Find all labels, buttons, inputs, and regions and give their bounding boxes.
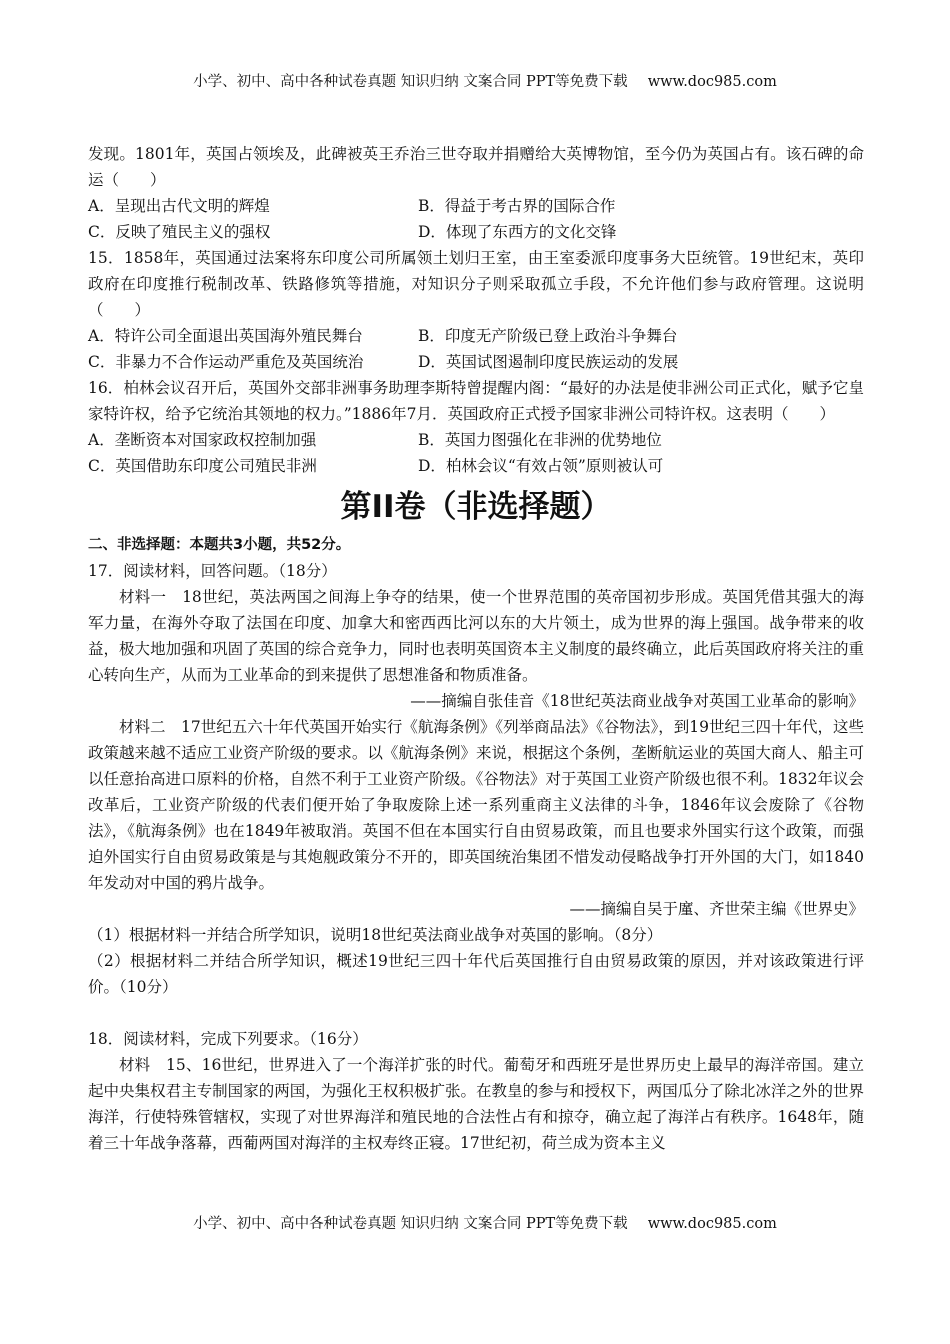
page-footer (0, 1212, 950, 1233)
q18-material: 材料 15、16世纪，世界进入了一个海洋扩张的时代。葡萄牙和西班牙是世界历史上最早的海洋帝国。建立起中央集权君主专制国家的两国，为强化王权积极扩张。在教皇的参与和授权下，两国瓜分了除北冰洋之外的世界海洋，行使特殊管辖权，实现了对世界海洋和殖民地的合法性占有和掠夺，确立起了海洋占有秩序。1648年，随着三十年战争落幕，西葡两国对海洋的主权寿终正寝。17世纪初，荷兰成为资本主义 (88, 1056, 864, 1152)
option-d: D．柏林会议“有效占领”原则被认可 (418, 457, 664, 475)
exam-content (88, 141, 864, 1156)
option-a: A．垄断资本对国家政权控制加强 (88, 431, 317, 449)
option-c: C．非暴力不合作运动严重危及英国统治 (88, 353, 364, 371)
footer-text: 小学、初中、高中各种试卷真题 知识归纳 文案合同 PPT等免费下载 (193, 1216, 628, 1232)
footer-site: www.doc985.com (647, 1216, 777, 1232)
q17-sub-question-2: （2）根据材料二并结合所学知识，概述19世纪三四十年代后英国推行自由贸易政策的原因，并对该政策进行评价。（10分） (88, 952, 864, 996)
q14-options-row1 (88, 193, 864, 219)
option-b: B．英国力图强化在非洲的优势地位 (418, 431, 662, 449)
q17-material-2: 材料二 17世纪五六十年代英国开始实行《航海条例》《列举商品法》《谷物法》，到19世纪三四十年代，这些政策越来越不适应工业资产阶级的要求。以《航海条例》来说，根据这个条例，垄断航运业的英国大商人、船主可以任意抬高进口原料的价格，自然不利于工业资产阶级。《谷物法》对于英国工业资产阶级也很不利。1832年议会改革后，工业资产阶级的代表们便开始了争取废除上述一系列重商主义法律的斗争，1846年议会废除了《谷物法》，《航海条例》也在1849年被取消。英国不但在本国实行自由贸易政策，而且也要求外国实行这个政策，而强迫外国实行自由贸易政策是与其炮舰政策分不开的，即英国统治集团不惜发动侵略战争打开外国的大门，如1840年发动对中国的鸦片战争。 (88, 718, 864, 892)
q15-options-row1 (88, 323, 864, 349)
q17-stem: 17．阅读材料，回答问题。（18分） (88, 562, 337, 580)
option-b: B．印度无产阶级已登上政治斗争舞台 (418, 327, 678, 345)
header-text: 小学、初中、高中各种试卷真题 知识归纳 文案合同 PPT等免费下载 (193, 74, 628, 90)
q18-stem: 18．阅读材料，完成下列要求。（16分） (88, 1030, 368, 1048)
section-description: 二、非选择题：本题共3小题，共52分。 (88, 537, 351, 553)
option-a: A．特许公司全面退出英国海外殖民舞台 (88, 327, 363, 345)
option-b: B．得益于考古界的国际合作 (418, 197, 616, 215)
q16-options-row2 (88, 453, 864, 479)
section-title: 第II卷（非选择题） (340, 489, 612, 525)
q14-stem: 发现。1801年，英国占领埃及，此碑被英王乔治三世夺取并捐赠给大英博物馆，至今仍为英国占有。该石碑的命运（ ） (88, 145, 864, 189)
q17-source-2: ——摘编自吴于廑、齐世荣主编《世界史》 (569, 900, 864, 918)
option-c: C．英国借助东印度公司殖民非洲 (88, 457, 317, 475)
header-site: www.doc985.com (647, 74, 777, 90)
q14-options-row2 (88, 219, 864, 245)
option-a: A．呈现出古代文明的辉煌 (88, 197, 270, 215)
q17-sub-question-1: （1）根据材料一并结合所学知识，说明18世纪英法商业战争对英国的影响。（8分） (88, 926, 663, 944)
q15-stem: 15．1858年，英国通过法案将东印度公司所属领土划归王室，由王室委派印度事务大臣统管。19世纪末，英印政府在印度推行税制改革、铁路修筑等措施，对知识分子则采取孤立手段，不允许他们参与政府管理。这说明（ ） (88, 249, 864, 319)
q16-stem: 16．柏林会议召开后，英国外交部非洲事务助理李斯特曾提醒内阁：“最好的办法是使非洲公司正式化，赋予它皇家特许权，给予它统治其领地的权力。”1886年7月．英国政府正式授予国家非洲公司特许权。这表明（ ） (88, 379, 864, 423)
q16-options-row1 (88, 427, 864, 453)
q17-source-1: ——摘编自张佳音《18世纪英法商业战争对英国工业革命的影响》 (410, 692, 864, 710)
page-header (0, 70, 950, 91)
q17-material-1: 材料一 18世纪，英法两国之间海上争夺的结果，使一个世界范围的英帝国初步形成。英国凭借其强大的海军力量，在海外夺取了法国在印度、加拿大和密西西比河以东的大片领土，成为世界的海上强国。战争带来的收益，极大地加强和巩固了英国的综合竞争力，同时也表明英国资本主义制度的最终确立，此后英国政府将关注的重心转向生产，从而为工业革命的到来提供了思想准备和物质准备。 (88, 588, 864, 684)
option-c: C．反映了殖民主义的强权 (88, 223, 271, 241)
option-d: D．体现了东西方的文化交锋 (418, 223, 617, 241)
q15-options-row2 (88, 349, 864, 375)
option-d: D．英国试图遏制印度民族运动的发展 (418, 353, 679, 371)
